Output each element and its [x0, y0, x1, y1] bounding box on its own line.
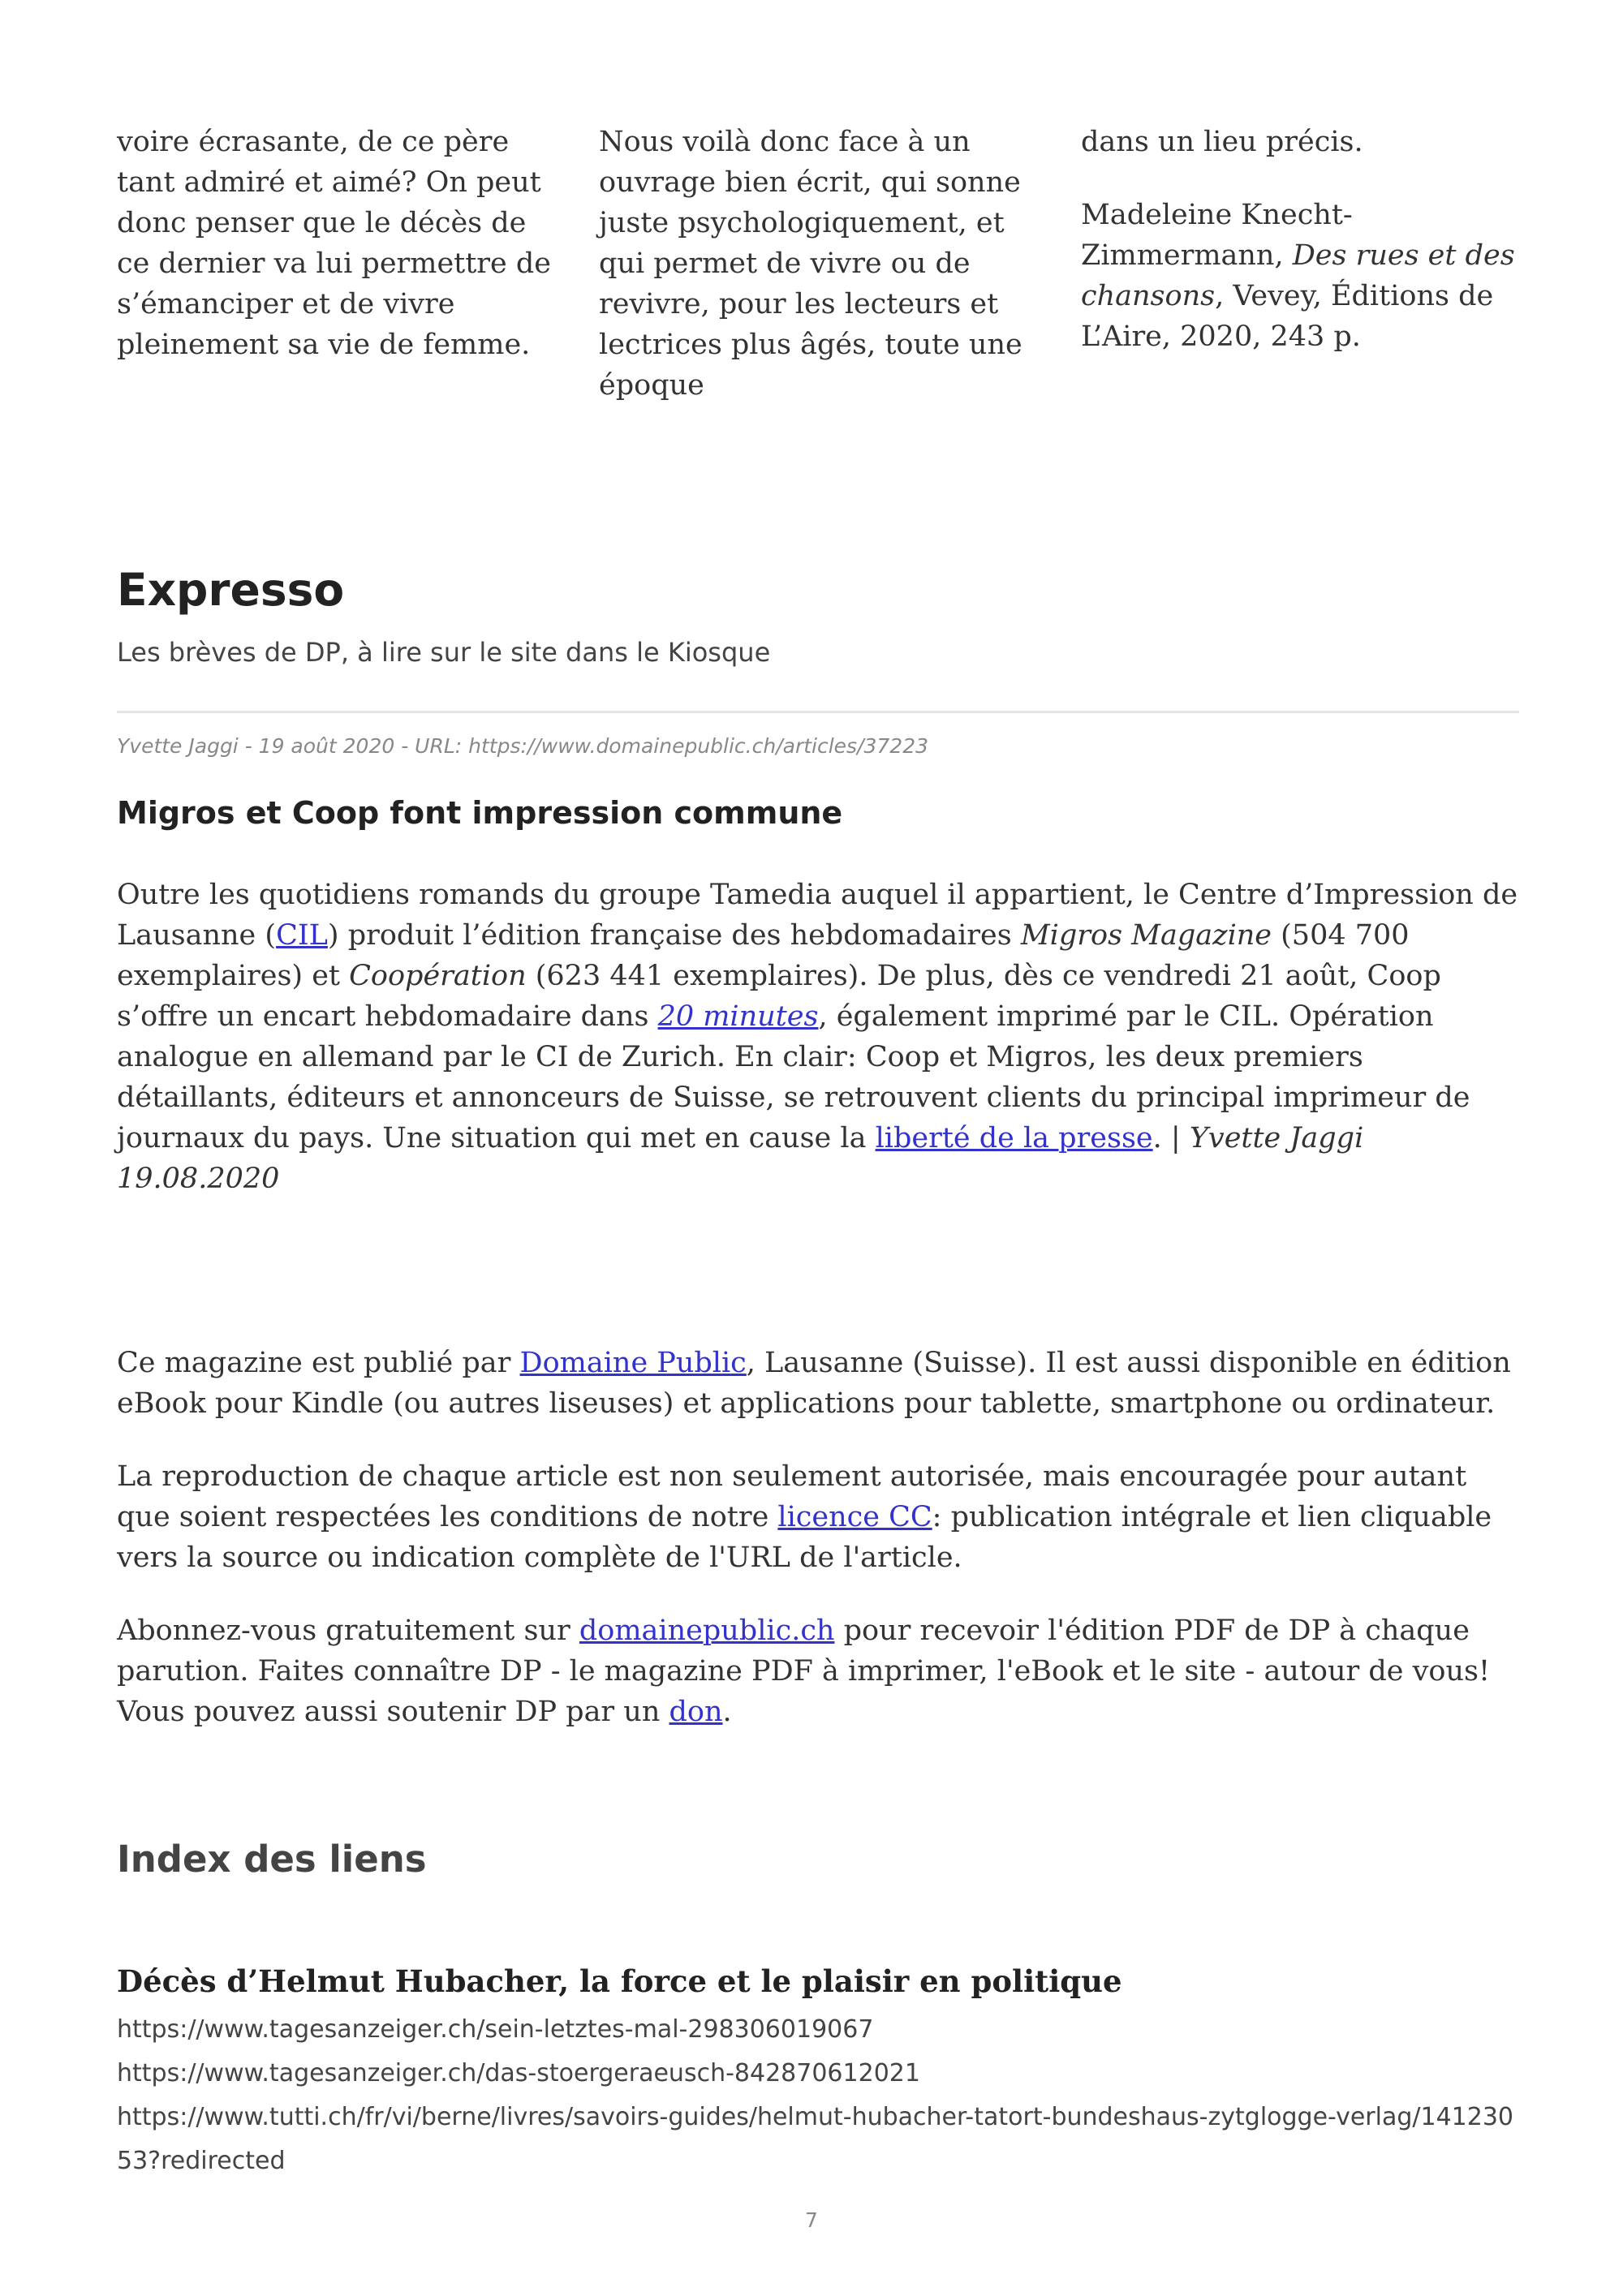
link-domainepublic-ch[interactable]: domainepublic.ch [579, 1615, 835, 1647]
article-body [117, 875, 1519, 1199]
page-number: 7 [805, 2208, 818, 2232]
article-meta: Yvette Jaggi - 19 août 2020 - URL: https://www.domainepublic.ch/articles/37223 [117, 734, 929, 758]
section-subtitle: Les brèves de DP, à lire sur le site dans le Kiosque [117, 637, 771, 668]
article-title: Migros et Coop font impression commune [117, 795, 843, 831]
link-don[interactable]: don [669, 1696, 723, 1728]
link-index-url[interactable]: https://www.tutti.ch/fr/vi/berne/livres/savoirs-guides/helmut-hubacher-tatort-bundeshaus-zytglogge-verlag/14123053?redirected [117, 2103, 1514, 2175]
column-3-text: dans un lieu précis. [1081, 126, 1363, 158]
link-index-list [117, 2008, 1519, 2183]
publication-footer [117, 1343, 1519, 1765]
article-signature: Yvette Jaggi 19.08.2020 [117, 1122, 1364, 1195]
column-1-text: voire écrasante, de ce père tant admiré et aimé? On peut donc penser que le décès de ce dernier va lui permettre de s’émanciper et de vivre pleinement sa vie de femme. [117, 126, 551, 361]
link-20-minutes[interactable]: 20 minutes [657, 1000, 819, 1033]
section-divider [117, 711, 1519, 713]
link-cil[interactable]: CIL [276, 919, 328, 952]
book-title: Des rues et des chansons [1081, 239, 1515, 312]
link-index-url[interactable]: https://www.tagesanzeiger.ch/das-stoergeraeusch-842870612021 [117, 2059, 920, 2087]
link-index-url[interactable]: https://www.tagesanzeiger.ch/sein-letztes-mal-298306019067 [117, 2015, 874, 2044]
book-publisher: , Vevey, Éditions de L’Aire, 2020, 243 p. [1081, 280, 1494, 353]
column-1 [117, 122, 555, 438]
column-2 [599, 122, 1037, 438]
book-author: Madeleine Knecht-Zimmermann, [1081, 199, 1353, 272]
article-text: . | [1152, 1122, 1190, 1154]
link-domaine-public[interactable]: Domaine Public [519, 1347, 747, 1379]
link-index-title: Index des liens [117, 1838, 427, 1881]
column-3 [1081, 122, 1519, 438]
link-liberte-presse[interactable]: liberté de la presse [875, 1122, 1153, 1154]
magazine-name: Migros Magazine [1020, 919, 1272, 952]
article-text: (623 441 exemplaires). De plus, dès ce vendredi 21 août, Coop s’offre un encart hebdomadaire dans [117, 960, 1441, 1033]
footer-paragraph-2: La reproduction de chaque article est non seulement autorisée, mais encouragée pour autant que soient respectées les conditions de notre licence CC: publication intégrale et lien cliquable vers la source ou indication complète de l'URL de l'article. [117, 1460, 1492, 1574]
book-reference [1081, 195, 1519, 357]
article-text: Outre les quotidiens romands du groupe Tamedia auquel il appartient, le Centre d’Impression de Lausanne ( [117, 879, 1518, 952]
article-text: , également imprimé par le CIL. Opération analogue en allemand par le CI de Zurich. En clair: Coop et Migros, les deux premiers détaillants, éditeurs et annonceurs de Suisse, se retrouvent clients du principal imprimeur de journaux du pays. Une situation qui met en cause la [117, 1000, 1470, 1154]
article-text: ) produit l’édition française des hebdomadaires [327, 919, 1021, 952]
link-licence-cc[interactable]: licence CC [777, 1501, 932, 1533]
column-2-text: Nous voilà donc face à un ouvrage bien écrit, qui sonne juste psychologiquement, et qui permet de vivre ou de revivre, pour les lecteurs et lectrices plus âgés, toute une époque [599, 126, 1022, 402]
footer-paragraph-3: Abonnez-vous gratuitement sur domainepublic.ch pour recevoir l'édition PDF de DP à chaque parution. Faites connaître DP - le magazine PDF à imprimer, l'eBook et le site - autour de vous! Vous pouvez aussi soutenir DP par un don. [117, 1615, 1491, 1728]
article-text: (504 700 exemplaires) et [117, 919, 1410, 992]
review-columns [117, 122, 1519, 438]
link-index-entry-title: Décès d’Helmut Hubacher, la force et le plaisir en politique [117, 1963, 1122, 1999]
footer-paragraph-1: Ce magazine est publié par Domaine Public, Lausanne (Suisse). Il est aussi disponible en édition eBook pour Kindle (ou autres liseuses) et applications pour tablette, smartphone ou ordinateur. [117, 1347, 1511, 1420]
section-title: Expresso [117, 564, 345, 616]
magazine-name: Coopération [349, 960, 527, 992]
